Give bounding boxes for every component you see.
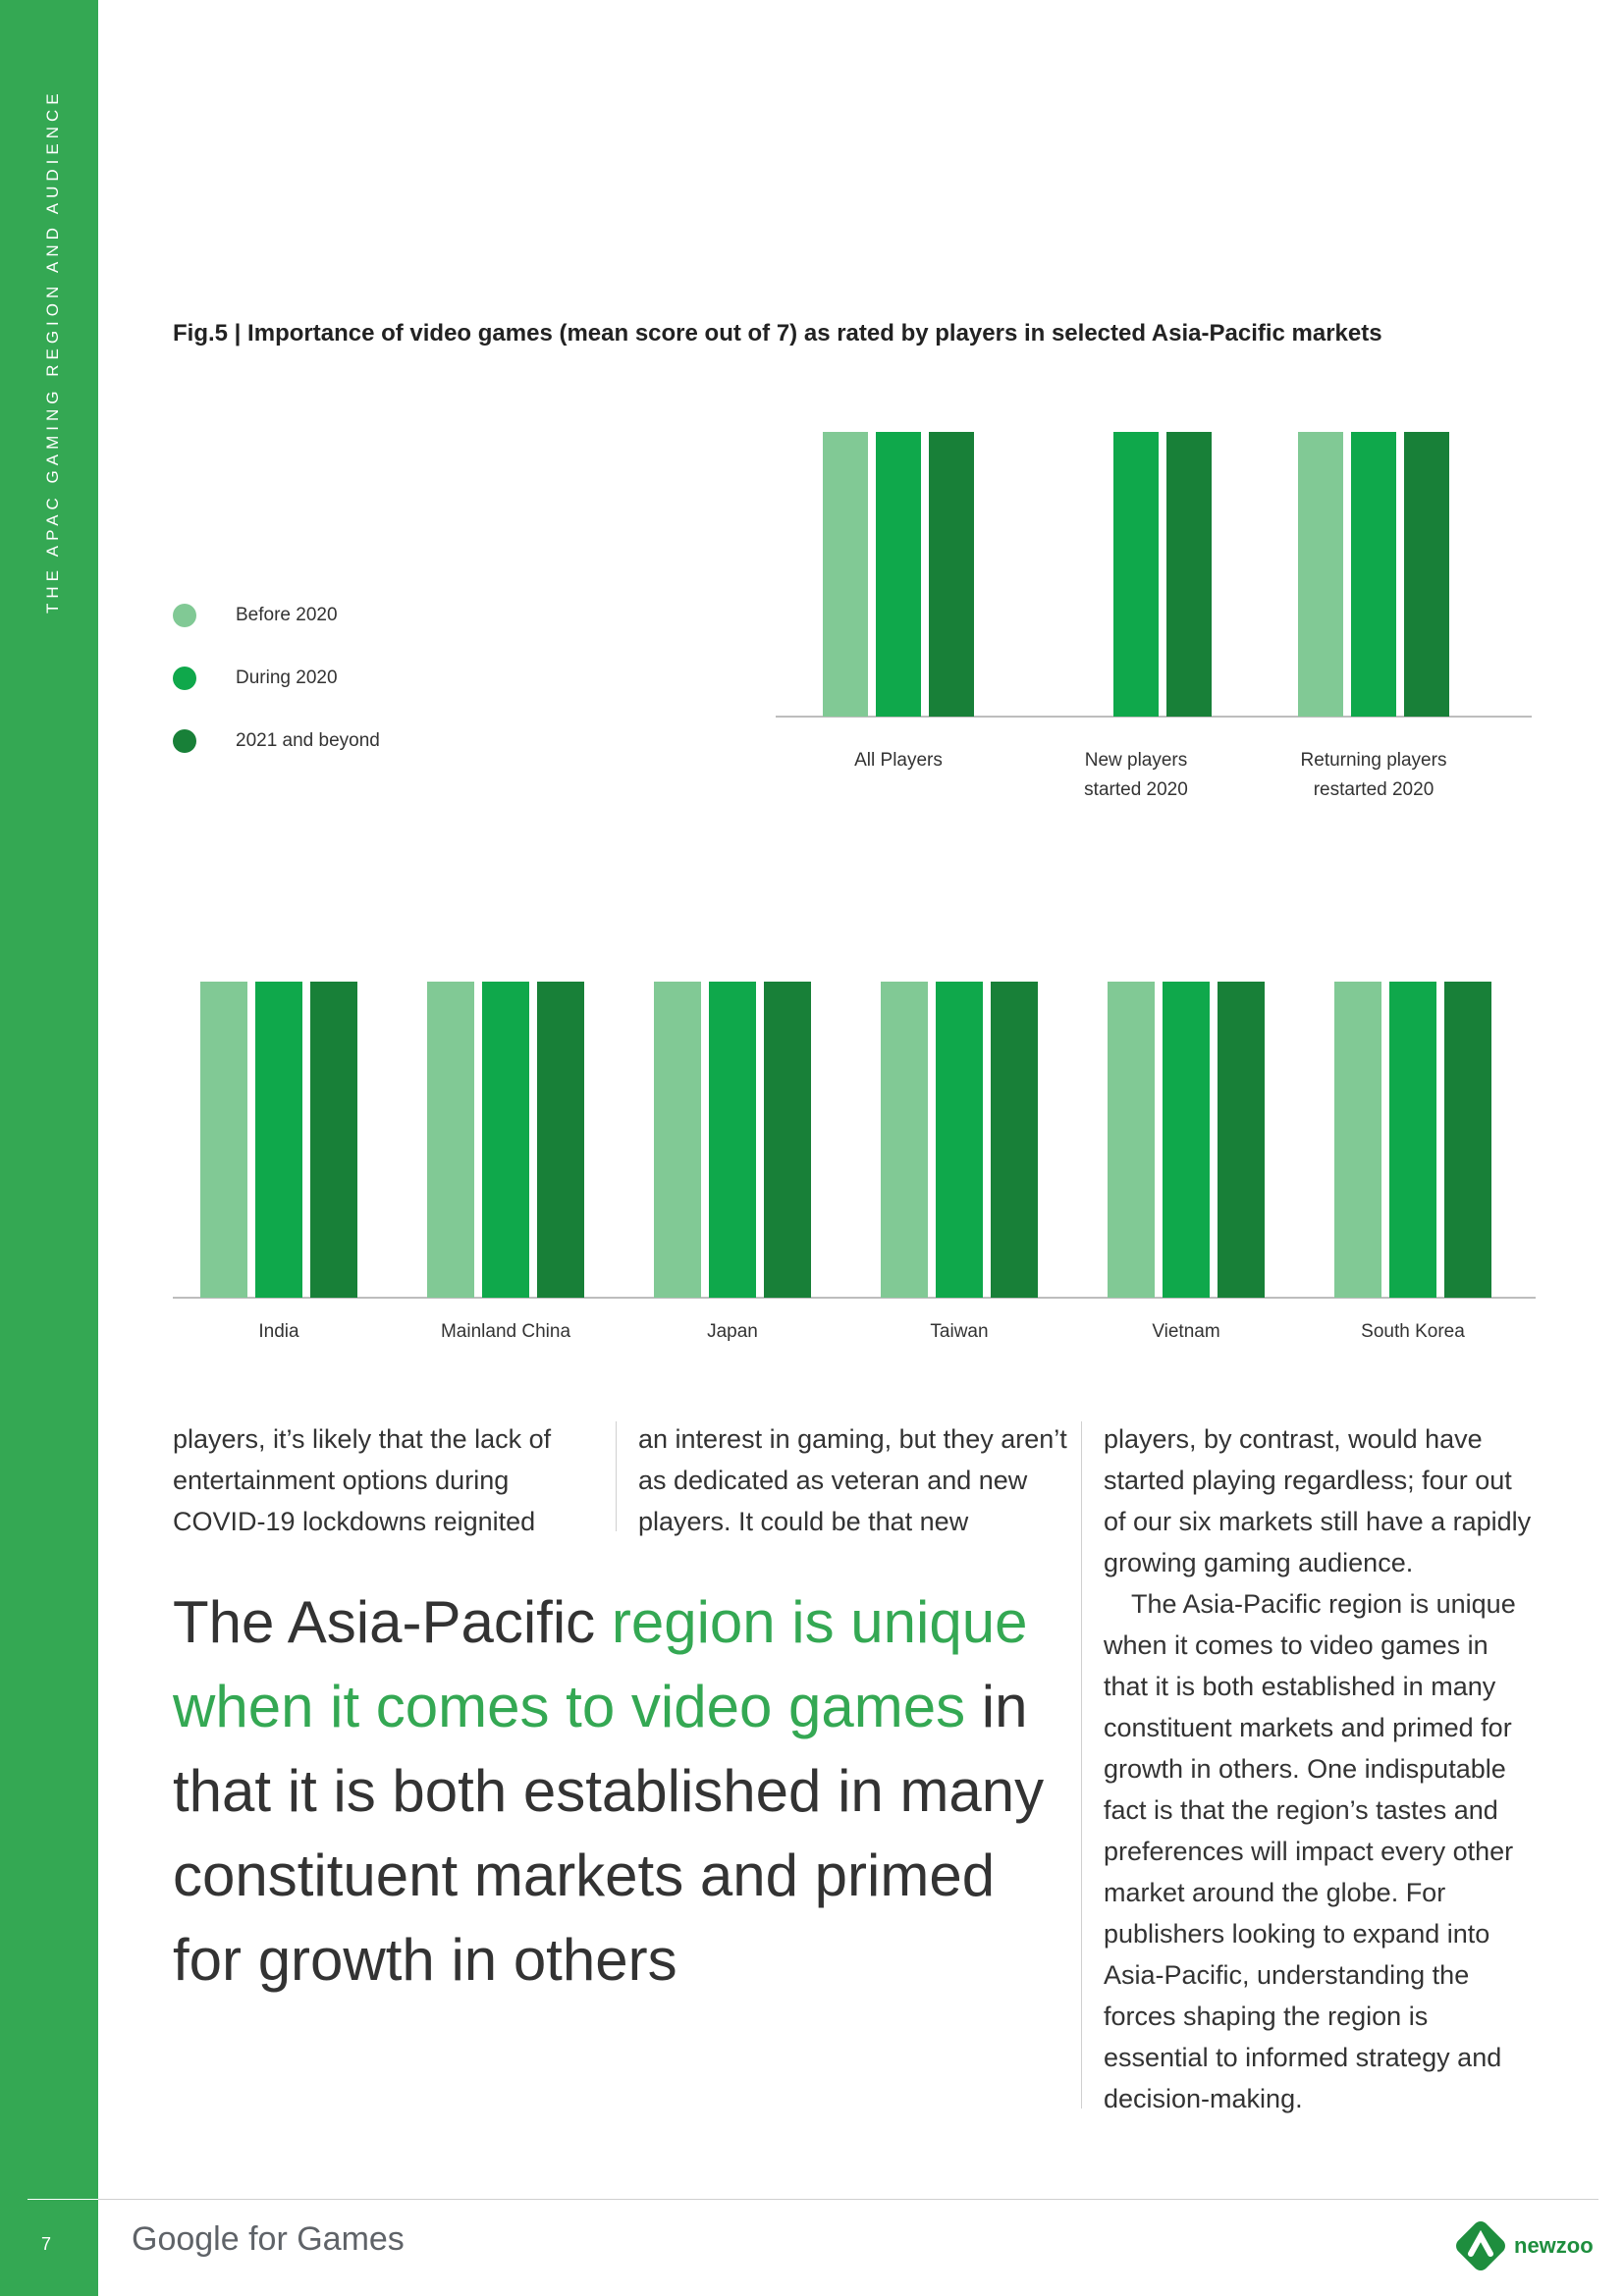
pull-quote (173, 1580, 1056, 2002)
category-label: Returning players (1300, 750, 1447, 771)
bar (929, 432, 974, 717)
section-title-vertical: THE APAC GAMING REGION AND AUDIENCE (43, 88, 62, 614)
sidebar (0, 0, 98, 2296)
bar (1113, 432, 1159, 717)
bar (936, 982, 983, 1298)
google-for-games-logo: Google for Games (132, 2220, 405, 2258)
column-rule (1081, 1421, 1082, 2109)
legend-swatch (173, 667, 196, 690)
category-label: South Korea (1361, 1321, 1465, 1342)
legend-item-during-2020 (173, 647, 380, 710)
body-column-1: players, it’s likely that the lack of entertainment options during COVID-19 lockdowns reignited (173, 1424, 552, 1536)
legend-label: 2021 and beyond (236, 730, 380, 751)
bar (881, 982, 928, 1298)
bar (654, 982, 701, 1298)
page-number: 7 (41, 2234, 52, 2254)
legend-swatch (173, 729, 196, 753)
chart-markets (173, 982, 1547, 1355)
paragraph: The Asia-Pacific region is unique when it comes to video games in that it is both established in many constituent markets and primed for growth in others. One indisputable fact is that the region’s tastes and preferences will impact every other market around the globe. For publishers looking to expand into Asia-Pacific, understanding the forces shaping the region is essential to informed strategy and decision-making. (1104, 1589, 1516, 2113)
bar (482, 982, 529, 1298)
bar (537, 982, 584, 1298)
bar (255, 982, 302, 1298)
bar (991, 982, 1038, 1298)
bar (1298, 432, 1343, 717)
bar (1334, 982, 1381, 1298)
bar (876, 432, 921, 717)
bar (1166, 432, 1212, 717)
sidebar-divider (27, 2199, 98, 2200)
category-label: All Players (854, 750, 943, 771)
bar (1218, 982, 1265, 1298)
bar (1389, 982, 1436, 1298)
paragraph: players, by contrast, would have started playing regardless; four out of our six markets still have a rapidly growing gaming audience. (1104, 1424, 1532, 1577)
bar (1163, 982, 1210, 1298)
pull-quote-highlight: region is unique when it comes to video games (173, 1589, 1028, 1739)
bar (200, 982, 247, 1298)
bar (427, 982, 474, 1298)
category-label: New players (1084, 750, 1188, 771)
body-column-2: an interest in gaming, but they aren’t as dedicated as veteran and new players. It could be that new (638, 1424, 1067, 1536)
bar (310, 982, 357, 1298)
pull-quote-text: in that it is both established in many constituent markets and primed for growth in others (173, 1674, 1045, 1993)
category-label: started 2020 (1084, 779, 1188, 800)
footer-divider (98, 2199, 1598, 2200)
legend-label: During 2020 (236, 667, 338, 688)
legend-item-2021-and-beyond (173, 710, 380, 773)
body-column-3 (1104, 1418, 1536, 2119)
legend-item-before-2020 (173, 584, 380, 647)
category-label: Mainland China (440, 1321, 571, 1342)
bar (1351, 432, 1396, 717)
category-label: India (258, 1321, 299, 1342)
bar (709, 982, 756, 1298)
newzoo-icon (1451, 2216, 1510, 2275)
category-label: restarted 2020 (1313, 779, 1435, 800)
pull-quote-text: The Asia-Pacific (173, 1589, 612, 1655)
bar (1404, 432, 1449, 717)
category-label: Vietnam (1152, 1321, 1220, 1342)
category-label: Taiwan (930, 1321, 989, 1342)
newzoo-wordmark: newzoo (1514, 2233, 1594, 2258)
chart-player-types (766, 432, 1551, 825)
legend-swatch (173, 604, 196, 627)
chart-legend (173, 584, 380, 773)
bar (823, 432, 868, 717)
bar (1108, 982, 1155, 1298)
figure-title: Fig.5 | Importance of video games (mean score out of 7) as rated by players in selected Asia-Pacific markets (173, 320, 1382, 347)
bar (764, 982, 811, 1298)
column-rule (616, 1421, 617, 1531)
category-label: Japan (707, 1321, 758, 1342)
newzoo-logo (1451, 2216, 1594, 2275)
legend-label: Before 2020 (236, 605, 338, 625)
bar (1444, 982, 1491, 1298)
